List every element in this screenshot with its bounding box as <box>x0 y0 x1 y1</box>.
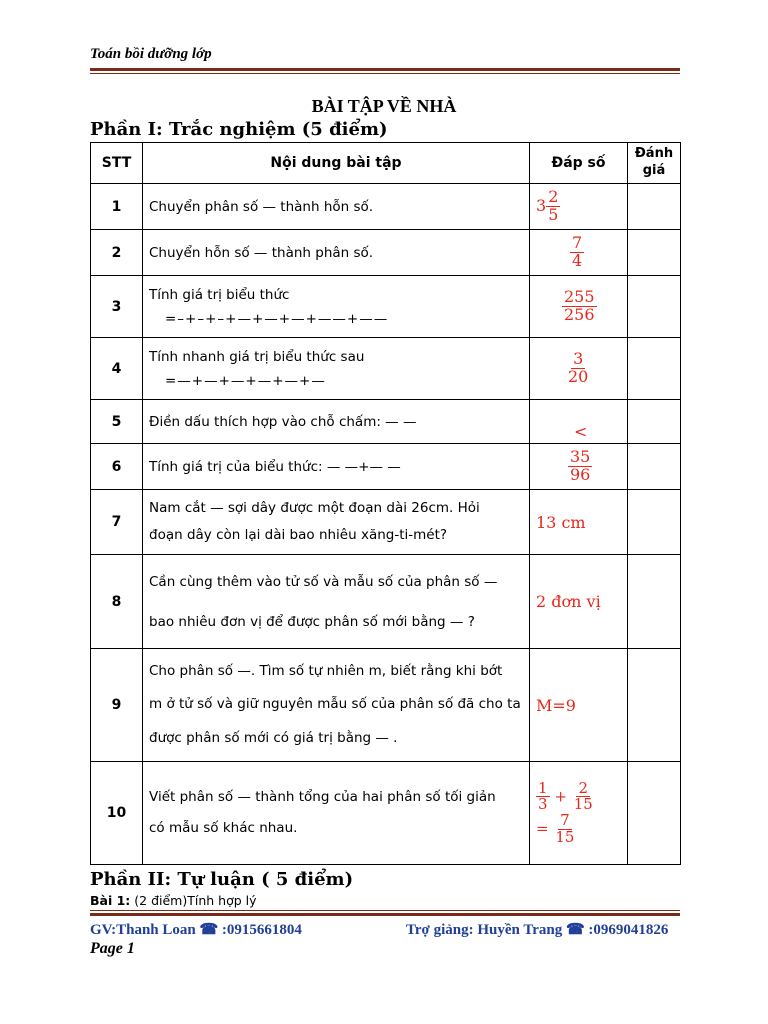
row-number: 8 <box>91 555 143 649</box>
answer-cell <box>530 230 628 276</box>
denominator: 96 <box>570 465 591 484</box>
exercise-1 <box>90 893 257 908</box>
col-answer: Đáp số <box>530 143 628 184</box>
answer-fraction <box>572 778 595 814</box>
row-text: Điền dấu thích hợp vào chỗ chấm: — — <box>149 413 417 430</box>
equals-sign: = <box>536 819 549 838</box>
col-content: Nội dung bài tập <box>143 143 530 184</box>
row-content <box>143 649 530 762</box>
row-text: Cần cùng thêm vào tử số và mẫu số của phân số — <box>149 573 498 590</box>
denominator: 15 <box>555 827 575 846</box>
answer-cell <box>530 649 628 762</box>
footer-rule-thin <box>90 910 680 911</box>
row-text: m ở tử số và giữ nguyên mẫu số của phân số đã cho ta <box>149 696 521 713</box>
grade-cell[interactable] <box>628 184 681 230</box>
col-stt: STT <box>91 143 143 184</box>
table-row <box>91 490 681 555</box>
table-row <box>91 555 681 649</box>
grade-cell[interactable] <box>628 555 681 649</box>
answer-text: M=9 <box>536 695 576 715</box>
row-text: Tính nhanh giá trị biểu thức sau <box>149 348 365 365</box>
row-number: 6 <box>91 444 143 490</box>
row-text: đoạn dây còn lại dài bao nhiêu xăng-ti-mét? <box>149 527 448 543</box>
grade-cell[interactable] <box>628 649 681 762</box>
row-number: 2 <box>91 230 143 276</box>
footer-rule <box>90 913 680 916</box>
answer-fraction <box>536 778 550 814</box>
row-formula: =—+—+—+—+—+— <box>165 372 326 389</box>
row-content <box>143 230 530 276</box>
grade-cell[interactable] <box>628 444 681 490</box>
answer-cell <box>530 444 628 490</box>
table-row <box>91 649 681 762</box>
row-number: 5 <box>91 400 143 444</box>
answer-text: 2 đơn vị <box>536 592 601 611</box>
answer-cell <box>530 338 628 400</box>
answer-cell <box>530 184 628 230</box>
row-content <box>143 184 530 230</box>
row-content <box>143 276 530 338</box>
answer-cell <box>530 490 628 555</box>
part1-heading: Phần I: Trắc nghiệm (5 điểm) <box>90 119 388 140</box>
numerator: 1 <box>538 778 548 797</box>
answer-sum <box>536 778 621 814</box>
footer-teacher: GV:Thanh Loan ☎ :0915661804 <box>90 922 302 938</box>
table-row <box>91 400 681 444</box>
part2-heading: Phần II: Tự luận ( 5 điểm) <box>90 869 354 890</box>
row-text: Tính giá trị của biểu thức: — —+— — <box>149 458 401 475</box>
denominator: 20 <box>568 367 589 386</box>
denominator: 3 <box>538 795 548 814</box>
page-header: Toán bồi dưỡng lớp <box>90 46 212 62</box>
answer-text: < <box>574 422 588 441</box>
row-text: Chuyển phân số — thành hỗn số. <box>149 198 374 215</box>
answer-fraction <box>553 813 576 846</box>
numerator: 7 <box>572 233 583 253</box>
numerator: 2 <box>578 778 588 797</box>
answer-cell <box>530 555 628 649</box>
row-number: 9 <box>91 649 143 762</box>
row-formula: =–+–+–+—+—+—+——+—— <box>165 310 389 327</box>
row-content <box>143 338 530 400</box>
grade-cell[interactable] <box>628 762 681 865</box>
table-row <box>91 444 681 490</box>
answer-cell <box>530 762 628 865</box>
table-row <box>91 230 681 276</box>
denominator: 15 <box>573 795 593 814</box>
table-row <box>91 276 681 338</box>
denominator: 4 <box>572 251 583 270</box>
table-header-row <box>91 143 681 184</box>
row-content <box>143 762 530 865</box>
numerator: 7 <box>560 811 570 829</box>
grade-cell[interactable] <box>628 230 681 276</box>
row-text: được phân số mới có giá trị bằng — . <box>149 729 398 746</box>
grade-cell[interactable] <box>628 276 681 338</box>
table-row <box>91 338 681 400</box>
grade-cell[interactable] <box>628 490 681 555</box>
answer-cell <box>530 400 628 444</box>
row-text: Chuyển hỗn số — thành phân số. <box>149 244 374 261</box>
numerator: 35 <box>570 447 591 467</box>
numerator: 255 <box>564 287 595 307</box>
exercise-text: (2 điểm)Tính hợp lý <box>130 893 257 908</box>
grade-cell[interactable] <box>628 338 681 400</box>
row-number: 10 <box>91 762 143 865</box>
table-row <box>91 762 681 865</box>
answer-fraction <box>546 189 560 224</box>
row-text: Tính giá trị biểu thức <box>149 286 290 303</box>
answer-cell <box>530 276 628 338</box>
denominator: 256 <box>564 305 595 324</box>
denominator: 5 <box>548 205 559 224</box>
grade-cell[interactable] <box>628 400 681 444</box>
answer-fraction <box>566 351 590 386</box>
answer-text: 13 cm <box>536 512 586 532</box>
numerator: 2 <box>548 187 559 207</box>
exercise-table <box>90 142 681 865</box>
page-title: BÀI TẬP VỀ NHÀ <box>311 96 457 116</box>
row-content <box>143 490 530 555</box>
answer-result <box>536 813 621 846</box>
answer-fraction <box>568 449 592 484</box>
answer-whole: 3 <box>536 196 547 215</box>
col-grade: Đánh giá <box>628 143 681 184</box>
row-number: 1 <box>91 184 143 230</box>
exercise-label: Bài 1: <box>90 893 131 908</box>
header-rule-thin <box>90 73 680 74</box>
page-number: Page 1 <box>90 940 135 957</box>
answer-fraction <box>562 289 597 324</box>
row-content <box>143 555 530 649</box>
row-text: có mẫu số khác nhau. <box>149 820 298 836</box>
numerator: 3 <box>573 349 584 369</box>
row-content <box>143 400 530 444</box>
row-text: Nam cắt — sợi dây được một đoạn dài 26cm. Hỏi <box>149 500 480 516</box>
table-row <box>91 184 681 230</box>
row-number: 3 <box>91 276 143 338</box>
header-rule <box>90 68 680 71</box>
answer-fraction <box>570 235 584 270</box>
row-number: 4 <box>91 338 143 400</box>
row-text: bao nhiêu đơn vị để được phân số mới bằng — ? <box>149 613 475 630</box>
footer-assistant: Trợ giảng: Huyền Trang ☎ :0969041826 <box>406 922 669 938</box>
row-text: Cho phân số —. Tìm số tự nhiên m, biết rằng khi bớt <box>149 663 503 680</box>
row-number: 7 <box>91 490 143 555</box>
row-content <box>143 444 530 490</box>
plus-sign: + <box>554 786 567 805</box>
row-text: Viết phân số — thành tổng của hai phân số tối giản <box>149 788 496 805</box>
